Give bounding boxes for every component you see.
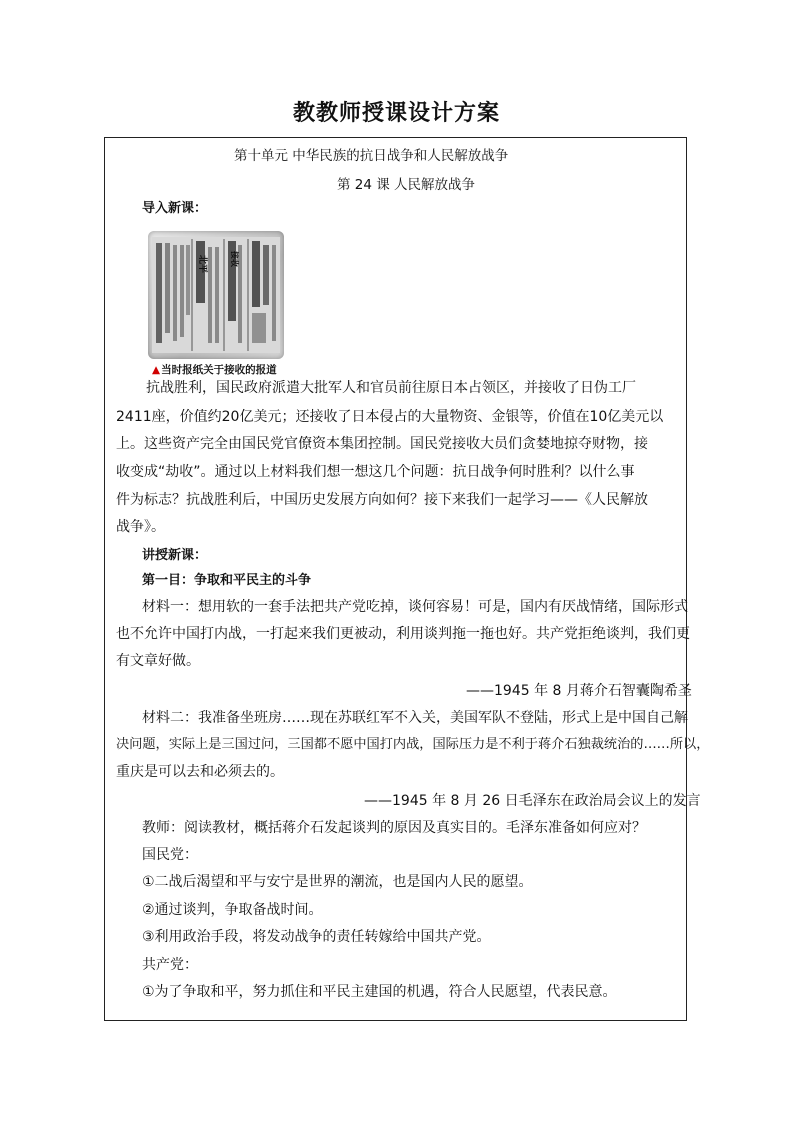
new-lesson-label: 讲授新课：: [142, 548, 208, 563]
material2-source: ——1945 年 8 月 26 日毛泽东在政治局会议上的发言: [364, 793, 701, 809]
intro-line: 战争》。: [116, 519, 165, 535]
cpc-label: 共产党：: [142, 957, 198, 973]
kmt-point: ②通过谈判，争取备战时间。: [142, 902, 323, 918]
newspaper-image: [148, 231, 284, 359]
document-title: 教教师授课设计方案: [292, 101, 500, 126]
lesson-heading: 第 24 课 人民解放战争: [337, 177, 476, 193]
material1-line: 也不允许中国打内战，一打起来我们更被动，利用谈判拖一拖也好。共产党拒绝谈判，我们更: [116, 626, 690, 642]
kmt-point: ①二战后渴望和平与安宁是世界的潮流，也是国内人民的愿望。: [142, 874, 533, 890]
teacher-line: 教师：阅读教材，概括蒋介石发起谈判的原因及真实目的。毛泽东准备如何应对？: [142, 820, 646, 836]
material1-line: 材料一：想用软的一套手法把共产党吃掉，谈何容易！可是，国内有厌战情绪，国际形式: [142, 599, 688, 615]
material2-line: 重庆是可以去和必须去的。: [116, 764, 284, 780]
intro-line: 收变成“劫收”。通过以上材料我们想一想这几个问题：抗日战争何时胜利？以什么事: [116, 464, 635, 480]
kmt-label: 国民党：: [142, 847, 198, 863]
intro-line: 抗战胜利，国民政府派遣大批军人和官员前往原日本占领区，并接收了日伪工厂: [146, 380, 636, 396]
section1-label: 第一目：争取和平民主的斗争: [142, 573, 312, 588]
newspaper-illustration: [148, 231, 284, 359]
svg-text:接收: 接收: [230, 251, 239, 267]
triangle-icon: ▲: [152, 364, 161, 376]
intro-line: 上。这些资产完全由国民党官僚资本集团控制。国民党接收大员们贪婪地掠夺财物，接: [116, 436, 648, 452]
intro-line: 2411座，价值约20亿美元；还接收了日本侵占的大量物资、金银等，价值在10亿美元以: [116, 409, 664, 425]
svg-text:北平: 北平: [197, 255, 207, 274]
cpc-point: ①为了争取和平，努力抓住和平民主建国的机遇，符合人民愿望，代表民意。: [142, 984, 617, 1000]
unit-heading: 第十单元 中华民族的抗日战争和人民解放战争: [234, 148, 509, 164]
intro-label: 导入新课：: [142, 201, 208, 216]
material1-source: ——1945 年 8 月蒋介石智囊陶希圣: [466, 683, 692, 699]
intro-line: 件为标志？抗战胜利后，中国历史发展方向如何？接下来我们一起学习——《人民解放: [116, 492, 648, 508]
image-caption-text: 当时报纸关于接收的报道: [161, 364, 277, 376]
kmt-point: ③利用政治手段，将发动战争的责任转嫁给中国共产党。: [142, 929, 491, 945]
material2-line: 材料二：我准备坐班房……现在苏联红军不入关，美国军队不登陆，形式上是中国自己解: [142, 710, 688, 726]
material1-line: 有文章好做。: [116, 653, 200, 669]
material2-line: 决问题，实际上是三国过问，三国都不愿中国打内战，国际压力是不利于蒋介石独裁统治的……所以，: [116, 737, 710, 752]
image-caption: [152, 362, 277, 377]
